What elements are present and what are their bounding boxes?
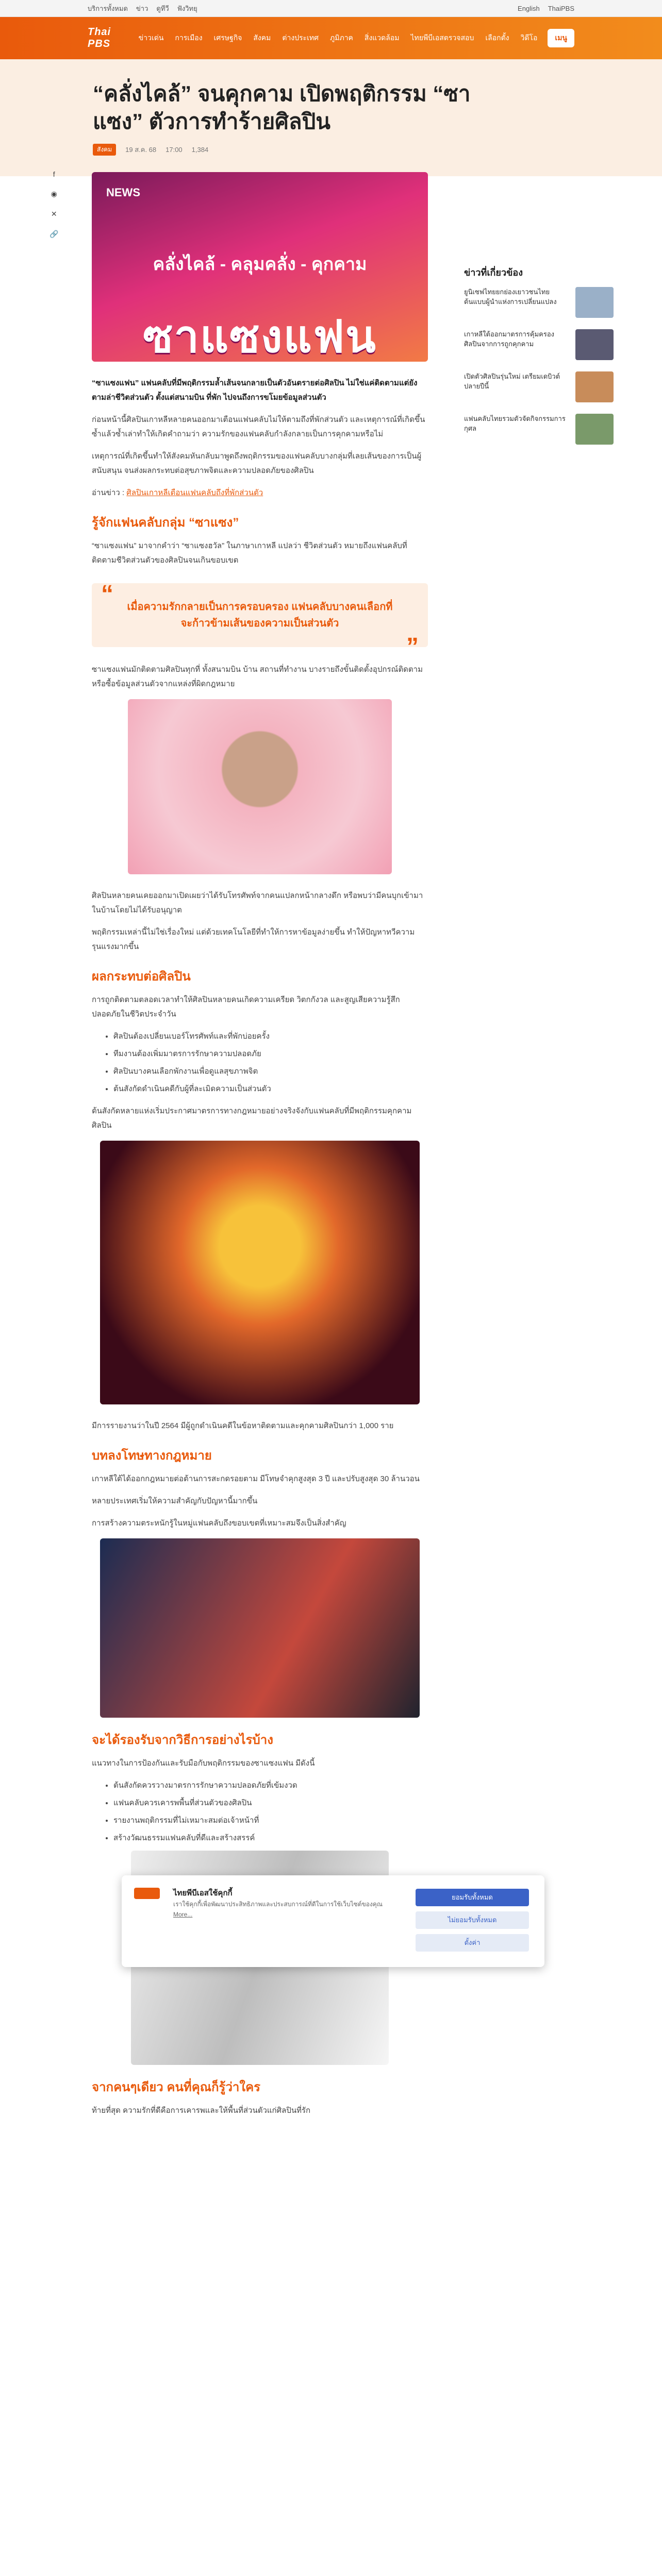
paragraph: ท้ายที่สุด ความรักที่ดีคือการเคารพและให้พื้นที่ส่วนตัวแก่ศิลปินที่รัก bbox=[92, 2106, 311, 2115]
copy-link-icon[interactable]: 🔗 bbox=[49, 230, 59, 238]
article-header bbox=[0, 59, 662, 176]
category-tag[interactable]: สังคม bbox=[93, 144, 116, 156]
article-image bbox=[100, 1538, 420, 1718]
related-news-thumbnail[interactable] bbox=[575, 287, 614, 318]
top-link-radio[interactable]: ฟังวิทยุ bbox=[177, 4, 197, 12]
section-heading: จากคนๆเดียว คนที่คุณก็รู้ว่าใคร bbox=[92, 2080, 261, 2094]
cookie-title: ไทยพีบีเอสใช้คุกกี้ bbox=[173, 1889, 233, 1897]
related-read-link[interactable]: ศิลปินเกาหลีเตือนแฟนคลับถึงที่พักส่วนตัว bbox=[126, 488, 263, 497]
sidebar-title: ข่าวที่เกี่ยวข้อง bbox=[464, 267, 523, 278]
nav-item[interactable]: การเมือง bbox=[175, 33, 203, 42]
related-news-thumbnail[interactable] bbox=[575, 371, 614, 402]
related-read-label: อ่านข่าว : bbox=[92, 488, 125, 497]
related-news-thumbnail[interactable] bbox=[575, 329, 614, 360]
account-menu[interactable]: ThaiPBS bbox=[548, 4, 574, 12]
top-link-tv[interactable]: ดูทีวี bbox=[156, 4, 169, 12]
article-image bbox=[100, 1141, 420, 1404]
list-item: • ทีมงานต้องเพิ่มมาตรการรักษาความปลอดภัย bbox=[113, 1047, 428, 1061]
paragraph: ก่อนหน้านี้ศิลปินเกาหลีหลายคนออกมาเตือนแฟนคลับไม่ให้ตามถึงที่พักส่วนตัว และเหตุการณ์ที่เกิดขึ้นซ้ำแล้วซ้ำเล่าทำให้เกิดคำถามว่า ความรักของแฟนคลับกำลังกลายเป็นการคุกคามหรือไม่ bbox=[92, 415, 425, 438]
list-item: • รายงานพฤติกรรมที่ไม่เหมาะสมต่อเจ้าหน้าที่ bbox=[113, 1814, 428, 1828]
paragraph: เกาหลีใต้ได้ออกกฎหมายต่อต้านการสะกดรอยตาม มีโทษจำคุกสูงสุด 3 ปี และปรับสูงสุด 30 ล้านวอน bbox=[92, 1475, 420, 1483]
main-navigation bbox=[0, 17, 662, 59]
paragraph: การถูกติดตามตลอดเวลาทำให้ศิลปินหลายคนเกิดความเครียด วิตกกังวล และสูญเสียความรู้สึกปลอดภัยในชีวิตประจำวัน bbox=[92, 995, 400, 1019]
cookie-settings-button[interactable]: ตั้งค่า bbox=[416, 1934, 529, 1952]
article-body bbox=[92, 172, 428, 2126]
related-news-thumbnail[interactable] bbox=[575, 414, 614, 445]
view-count: 1,384 bbox=[191, 146, 209, 154]
share-line-icon[interactable]: ◉ bbox=[51, 190, 57, 198]
publish-date: 19 ส.ค. 68 bbox=[125, 146, 157, 154]
related-news-item[interactable] bbox=[464, 414, 614, 445]
section-heading: ผลกระทบต่อศิลปิน bbox=[92, 970, 191, 984]
list-item: • ศิลปินต้องเปลี่ยนเบอร์โทรศัพท์และที่พักบ่อยครั้ง bbox=[113, 1029, 428, 1044]
cookie-more-link[interactable]: More... bbox=[173, 1911, 193, 1918]
paragraph: ต้นสังกัดหลายแห่งเริ่มประกาศมาตรการทางกฎหมายอย่างจริงจังกับแฟนคลับที่มีพฤติกรรมคุกคามศิลปิน bbox=[92, 1107, 412, 1130]
related-news-sidebar bbox=[464, 265, 614, 456]
related-news-item[interactable] bbox=[464, 371, 614, 402]
language-toggle[interactable]: English bbox=[518, 4, 540, 12]
nav-item[interactable]: ต่างประเทศ bbox=[282, 33, 319, 42]
related-news-item[interactable] bbox=[464, 329, 614, 360]
pull-quote: “ เมื่อความรักกลายเป็นการครอบครอง แฟนคลับบางคนเลือกที่จะก้าวข้ามเส้นของความเป็นส่วนตัว ” bbox=[92, 583, 428, 647]
related-news-item[interactable] bbox=[464, 287, 614, 318]
paragraph: “ซาแซงแฟน” มาจากคำว่า “ซาแซงฮวัล” ในภาษาเกาหลี แปลว่า ชีวิตส่วนตัว หมายถึงแฟนคลับที่ติดตามชีวิตส่วนตัวของศิลปินจนเกินขอบเขต bbox=[92, 541, 407, 565]
top-link-news[interactable]: ข่าว bbox=[136, 4, 148, 12]
nav-item[interactable]: เลือกตั้ง bbox=[485, 33, 509, 42]
cookie-text: เราใช้คุกกี้เพื่อพัฒนาประสิทธิภาพและประสบการณ์ที่ดีในการใช้เว็บไซต์ของคุณ bbox=[173, 1901, 383, 1908]
related-read bbox=[92, 486, 428, 500]
hero-image-subtitle: คลั่งไคล้ - คลุมคลั่ง - คุกคาม bbox=[153, 255, 367, 274]
list-item: • ต้นสังกัดดำเนินคดีกับผู้ที่ละเมิดความเป็นส่วนตัว bbox=[113, 1082, 428, 1096]
paragraph: หลายประเทศเริ่มให้ความสำคัญกับปัญหานี้มากขึ้น bbox=[92, 1497, 258, 1505]
section-heading: จะได้รองรับจากวิธีการอย่างไรบ้าง bbox=[92, 1733, 273, 1747]
reject-all-button[interactable]: ไม่ยอมรับทั้งหมด bbox=[416, 1911, 529, 1929]
paragraph: พฤติกรรมเหล่านี้ไม่ใช่เรื่องใหม่ แต่ด้วยเทคโนโลยีที่ทำให้การหาข้อมูลง่ายขึ้น ทำให้ปัญหาทวีความรุนแรงมากขึ้น bbox=[92, 928, 415, 951]
nav-menu bbox=[139, 32, 538, 44]
accept-all-button[interactable]: ยอมรับทั้งหมด bbox=[416, 1889, 529, 1906]
related-news-title[interactable]: เกาหลีใต้ออกมาตรการคุ้มครองศิลปินจากการถูกคุกคาม bbox=[464, 330, 554, 348]
article-title: “คลั่งไคล้” จนคุกคาม เปิดพฤติกรรม “ซาแซง” ตัวการทำร้ายศิลปิน bbox=[93, 81, 471, 133]
bullet-list bbox=[92, 1029, 428, 1096]
hero-image bbox=[92, 172, 428, 362]
all-services-link[interactable]: บริการทั้งหมด bbox=[88, 4, 128, 12]
paragraph: แนวทางในการป้องกันและรับมือกับพฤติกรรมของซาแซงแฟน มีดังนี้ bbox=[92, 1759, 315, 1768]
article-image bbox=[128, 699, 392, 874]
paragraph: มีการรายงานว่าในปี 2564 มีผู้ถูกดำเนินคดีในข้อหาติดตามและคุกคามศิลปินกว่า 1,000 ราย bbox=[92, 1421, 394, 1430]
paragraph: เหตุการณ์ที่เกิดขึ้นทำให้สังคมหันกลับมาพูดถึงพฤติกรรมของแฟนคลับบางกลุ่มที่เลยเส้นของการเป็นผู้สนับสนุน จนส่งผลกระทบต่อสุขภาพจิตและความปลอดภัยของศิลปิน bbox=[92, 452, 422, 475]
nav-item[interactable]: ไทยพีบีเอสตรวจสอบ bbox=[410, 33, 474, 42]
related-news-title[interactable]: แฟนคลับไทยรวมตัวจัดกิจกรรมการกุศล bbox=[464, 415, 566, 432]
news-badge: NEWS bbox=[106, 186, 140, 199]
thaipbs-logo[interactable]: Thai PBS bbox=[88, 26, 111, 49]
nav-item[interactable]: วิดีโอ bbox=[520, 33, 538, 42]
article-meta bbox=[93, 144, 662, 156]
cookie-consent-dialog bbox=[122, 1875, 544, 1967]
share-facebook-icon[interactable]: f bbox=[53, 170, 55, 178]
nav-item[interactable]: ข่าวเด่น bbox=[138, 33, 164, 42]
list-item: • ต้นสังกัดควรวางมาตรการรักษาความปลอดภัยที่เข้มงวด bbox=[113, 1778, 428, 1793]
bullet-list bbox=[92, 1778, 428, 1845]
list-item: • ศิลปินบางคนเลือกพักงานเพื่อดูแลสุขภาพจิต bbox=[113, 1064, 428, 1079]
top-utility-bar bbox=[0, 0, 662, 17]
menu-button[interactable]: เมนู bbox=[548, 29, 574, 47]
share-x-icon[interactable]: ✕ bbox=[51, 210, 57, 218]
paragraph: ศิลปินหลายคนเคยออกมาเปิดเผยว่าได้รับโทรศัพท์จากคนแปลกหน้ากลางดึก หรือพบว่ามีคนบุกเข้ามาในบ้านโดยไม่ได้รับอนุญาต bbox=[92, 891, 423, 914]
section-heading: รู้จักแฟนคลับกลุ่ม “ซาแซง” bbox=[92, 516, 239, 530]
share-bar bbox=[49, 170, 58, 239]
nav-item[interactable]: เศรษฐกิจ bbox=[213, 33, 242, 42]
paragraph: การสร้างความตระหนักรู้ในหมู่แฟนคลับถึงขอบเขตที่เหมาะสมจึงเป็นสิ่งสำคัญ bbox=[92, 1519, 346, 1528]
hero-image-title: ซาแซงแฟน bbox=[143, 312, 377, 362]
publish-time: 17:00 bbox=[166, 146, 183, 154]
related-news-title[interactable]: เปิดตัวศิลปินรุ่นใหม่ เตรียมเดบิวต์ปลายปีนี้ bbox=[464, 372, 560, 390]
thaipbs-logo-icon bbox=[134, 1888, 160, 1899]
paragraph: ซาแซงแฟนมักติดตามศิลปินทุกที่ ทั้งสนามบิน บ้าน สถานที่ทำงาน บางรายถึงขั้นติดตั้งอุปกรณ์ติดตามหรือซื้อข้อมูลส่วนตัวจากแหล่งที่ผิดกฎหมาย bbox=[92, 665, 423, 688]
nav-item[interactable]: ภูมิภาค bbox=[329, 33, 353, 42]
nav-item[interactable]: สังคม bbox=[253, 33, 271, 42]
nav-item[interactable]: สิ่งแวดล้อม bbox=[364, 33, 400, 42]
article-lead: “ซาแซงแฟน” แฟนคลับที่มีพฤติกรรมล้ำเส้นจนกลายเป็นตัวอันตรายต่อศิลปิน ไม่ใช่แค่ติดตามแต่ยังตามล่าชีวิตส่วนตัว ตั้งแต่สนามบิน ที่พัก ไปจนถึงการขโมยข้อมูลส่วนตัว bbox=[92, 379, 418, 402]
related-news-title[interactable]: ยูนิเซฟไทยยกย่องเยาวชนไทย ต้นแบบผู้นำแห่งการเปลี่ยนแปลง bbox=[464, 288, 557, 306]
list-item: • สร้างวัฒนธรรมแฟนคลับที่ดีและสร้างสรรค์ bbox=[113, 1831, 428, 1845]
list-item: • แฟนคลับควรเคารพพื้นที่ส่วนตัวของศิลปิน bbox=[113, 1796, 428, 1810]
section-heading: บทลงโทษทางกฎหมาย bbox=[92, 1449, 212, 1463]
